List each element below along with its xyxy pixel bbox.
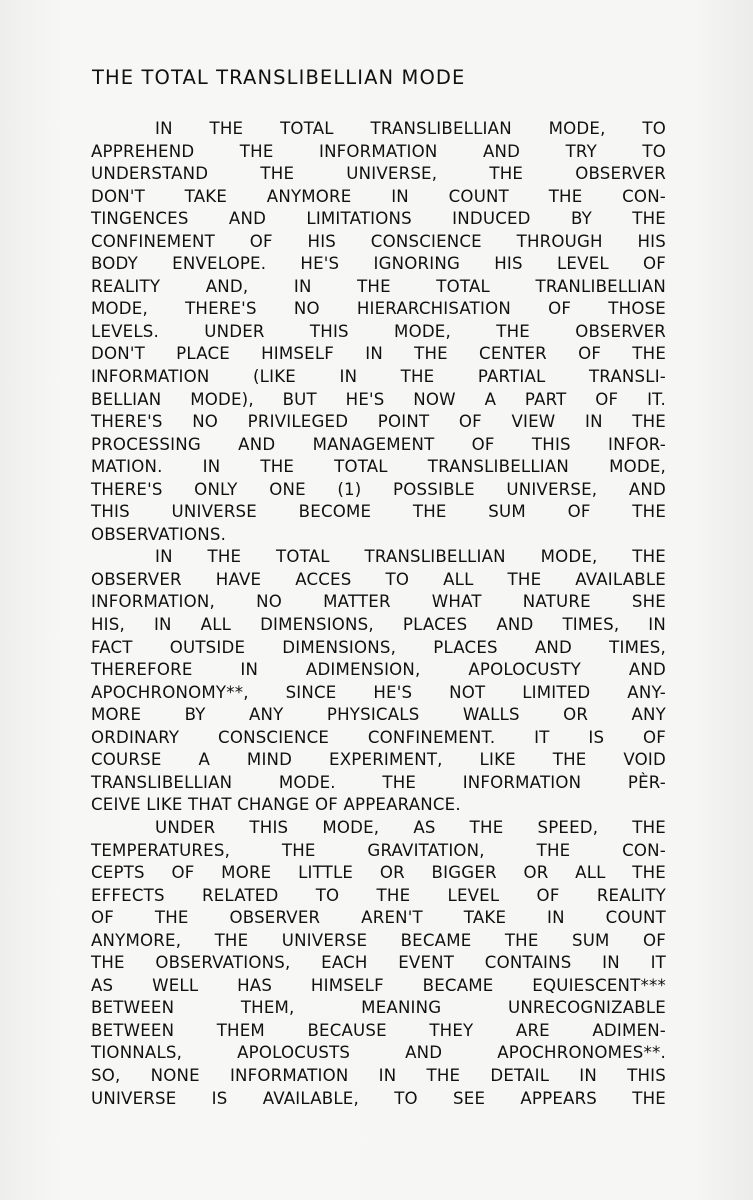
text-line: BELLIAN MODE), BUT HE'S NOW A PART OF IT. [91, 389, 666, 409]
text-line: THERE'S ONLY ONE (1) POSSIBLE UNIVERSE, AND [91, 479, 666, 499]
text-line: THE OBSERVATIONS, EACH EVENT CONTAINS IN IT [91, 953, 666, 973]
text-line: ANYMORE, THE UNIVERSE BECAME THE SUM OF [91, 930, 666, 950]
text-line: OBSERVATIONS. [91, 524, 227, 544]
text-line: TEMPERATURES, THE GRAVITATION, THE CON- [91, 840, 666, 860]
text-line: PROCESSING AND MANAGEMENT OF THIS INFOR- [91, 434, 666, 454]
text-line: UNDERSTAND THE UNIVERSE, THE OBSERVER [91, 164, 666, 184]
text-line: DON'T TAKE ANYMORE IN COUNT THE CON- [91, 186, 666, 206]
text-line: IN THE TOTAL TRANSLIBELLIAN MODE, THE [155, 547, 666, 567]
text-line: BODY ENVELOPE. HE'S IGNORING HIS LEVEL OF [91, 254, 666, 274]
text-line: OBSERVER HAVE ACCES TO ALL THE AVAILABLE [91, 569, 666, 589]
text-line: UNIVERSE IS AVAILABLE, TO SEE APPEARS THE [91, 1088, 666, 1108]
text-line: IN THE TOTAL TRANSLIBELLIAN MODE, TO [155, 119, 666, 138]
text-line: TRANSLIBELLIAN MODE. THE INFORMATION PÈR- [91, 772, 666, 792]
text-line: MODE, THERE'S NO HIERARCHISATION OF THOSE [91, 299, 666, 319]
text-line: EFFECTS RELATED TO THE LEVEL OF REALITY [91, 885, 666, 905]
text-line: DON'T PLACE HIMSELF IN THE CENTER OF THE [91, 344, 666, 364]
text-line: TINGENCES AND LIMITATIONS INDUCED BY THE [91, 209, 666, 229]
text-line: APPREHEND THE INFORMATION AND TRY TO [91, 141, 666, 161]
body-text [91, 118, 666, 1110]
text-line: FACT OUTSIDE DIMENSIONS, PLACES AND TIMES, [91, 637, 666, 657]
text-line: MORE BY ANY PHYSICALS WALLS OR ANY [91, 705, 666, 725]
text-line: BETWEEN THEM BECAUSE THEY ARE ADIMEN- [91, 1020, 666, 1040]
text-line: THEREFORE IN ADIMENSION, APOLOCUSTY AND [91, 660, 666, 680]
section-title: THE TOTAL TRANSLIBELLIAN MODE [92, 66, 466, 89]
text-line: MATION. IN THE TOTAL TRANSLIBELLIAN MODE, [91, 457, 666, 477]
text-line: THIS UNIVERSE BECOME THE SUM OF THE [91, 502, 666, 522]
text-line: SO, NONE INFORMATION IN THE DETAIL IN THIS [91, 1065, 666, 1085]
text-line: LEVELS. UNDER THIS MODE, THE OBSERVER [91, 321, 666, 341]
text-line: BETWEEN THEM, MEANING UNRECOGNIZABLE [91, 998, 666, 1018]
text-line: CONFINEMENT OF HIS CONSCIENCE THROUGH HIS [91, 231, 666, 251]
text-line: TIONNALS, APOLOCUSTS AND APOCHRONOMES**. [91, 1043, 666, 1063]
text-line: OF THE OBSERVER AREN'T TAKE IN COUNT [91, 908, 666, 928]
text-line: ORDINARY CONSCIENCE CONFINEMENT. IT IS OF [91, 727, 666, 747]
text-line: CEIVE LIKE THAT CHANGE OF APPEARANCE. [91, 795, 461, 815]
text-line: INFORMATION, NO MATTER WHAT NATURE SHE [91, 592, 666, 612]
text-line: COURSE A MIND EXPERIMENT, LIKE THE VOID [91, 750, 666, 770]
text-line: HIS, IN ALL DIMENSIONS, PLACES AND TIMES, IN [91, 615, 666, 635]
text-line: REALITY AND, IN THE TOTAL TRANLIBELLIAN [91, 276, 666, 296]
text-line: THERE'S NO PRIVILEGED POINT OF VIEW IN THE [91, 412, 666, 432]
text-line: UNDER THIS MODE, AS THE SPEED, THE [155, 817, 666, 837]
text-line: CEPTS OF MORE LITTLE OR BIGGER OR ALL THE [91, 863, 666, 883]
text-line: AS WELL HAS HIMSELF BECAME EQUIESCENT*** [91, 975, 666, 995]
text-line: APOCHRONOMY**, SINCE HE'S NOT LIMITED ANY- [91, 682, 666, 702]
text-line: INFORMATION (LIKE IN THE PARTIAL TRANSLI- [91, 367, 666, 387]
